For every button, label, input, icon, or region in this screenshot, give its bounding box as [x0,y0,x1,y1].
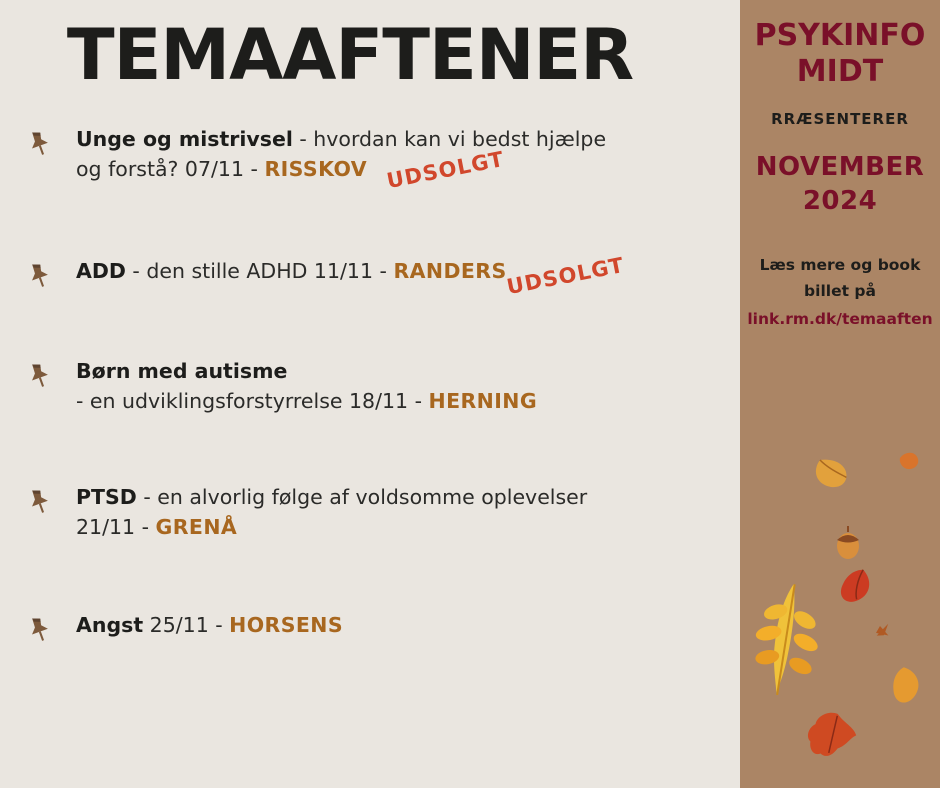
presents-label: RRÆSENTERER [771,110,909,128]
list-item[interactable] [24,124,740,194]
event-description-2: - en udviklingsforstyrrelse 18/11 - [76,389,429,413]
event-line-2 [76,512,740,542]
leaf-icon [890,665,922,704]
pushpin-icon [24,356,76,390]
event-body [76,482,740,542]
brand-line-1: PSYKINFO [754,18,926,53]
page-title: TEMAAFTENER [66,14,634,96]
list-item[interactable] [24,482,740,542]
booking-info [740,252,940,332]
event-description: - den stille ADHD 11/11 - [125,259,394,283]
booking-link[interactable]: link.rm.dk/temaaften [747,310,933,328]
status-badge: UDSOLGT [504,252,627,300]
event-description-2: og forstå? 07/11 - [76,157,265,181]
pushpin-icon [24,256,76,290]
pushpin-icon [24,614,54,644]
event-line-1 [76,356,740,386]
event-body [76,124,740,194]
event-line-1 [76,610,740,640]
month-label: NOVEMBER [755,152,925,182]
event-place: GRENÅ [155,515,238,539]
pushpin-icon [24,610,76,644]
leaf-icon [805,709,860,760]
event-description: - en alvorlig følge af voldsomme oplevelser [136,485,588,509]
acorn-icon [837,526,859,559]
pushpin-icon [24,124,76,158]
leaf-icon [812,457,849,490]
status-badge: UDSOLGT [384,146,507,194]
leaf-icon [875,621,893,641]
events-list [0,124,740,644]
year-label: 2024 [802,186,878,216]
pushpin-icon [24,360,54,390]
event-line-1 [76,124,740,154]
event-line-1 [76,256,740,286]
brand-line-2: MIDT [796,54,884,89]
event-line-2 [76,386,740,416]
event-line-1 [76,482,740,512]
pushpin-icon [24,482,76,516]
event-title: ADD [76,259,126,283]
event-place: HORSENS [229,613,344,637]
pushpin-icon [24,128,54,158]
event-title: PTSD [76,485,137,509]
event-place: RANDERS [393,259,507,283]
list-item[interactable] [24,252,740,300]
event-description: 25/11 - [143,613,230,637]
sidebar [740,0,940,788]
event-place: RISSKOV [264,157,367,181]
list-item[interactable] [24,356,740,416]
pushpin-icon [24,260,54,290]
pushpin-icon [24,486,54,516]
list-item[interactable] [24,610,740,644]
booking-line-1: Læs mere og book [759,256,921,274]
leaf-icon [898,450,921,472]
brand-name [740,18,940,90]
month-year [740,150,940,218]
event-title: Børn med autisme [76,359,288,383]
event-body [76,356,740,416]
leaf-icon [746,580,828,700]
event-title: Unge og mistrivsel [76,127,293,151]
event-place: HERNING [428,389,538,413]
event-title: Angst [76,613,144,637]
leaf-icon [838,565,874,607]
event-description-2: 21/11 - [76,515,156,539]
autumn-leaves-decoration [740,430,940,788]
event-body [76,610,740,640]
event-body [76,252,740,300]
event-description: - hvordan kan vi bedst hjælpe [292,127,607,151]
booking-line-2: billet på [804,282,876,300]
